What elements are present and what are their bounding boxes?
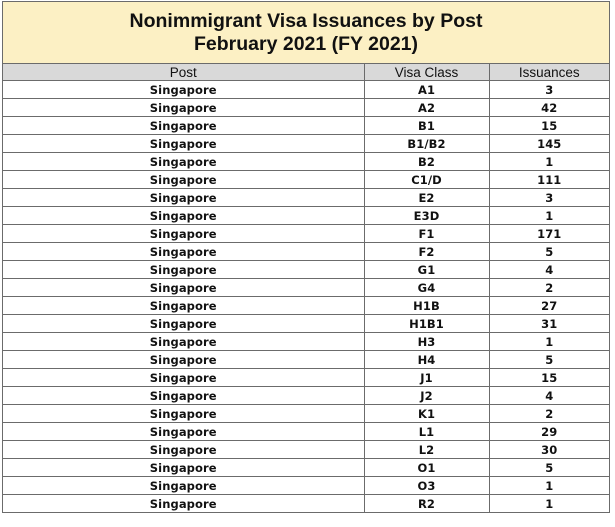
cell-visa-class: A1 xyxy=(364,81,489,99)
table-row xyxy=(3,261,609,279)
table-row xyxy=(3,297,609,315)
cell-issuances: 5 xyxy=(489,351,609,369)
cell-issuances: 27 xyxy=(489,297,609,315)
column-header-visa-class: Visa Class xyxy=(364,64,489,81)
table-body xyxy=(3,81,609,513)
cell-visa-class: B1/B2 xyxy=(364,135,489,153)
cell-post: Singapore xyxy=(3,297,364,315)
cell-issuances: 1 xyxy=(489,207,609,225)
cell-visa-class: J1 xyxy=(364,369,489,387)
table-row xyxy=(3,171,609,189)
cell-visa-class: B2 xyxy=(364,153,489,171)
cell-issuances: 3 xyxy=(489,189,609,207)
cell-post: Singapore xyxy=(3,279,364,297)
cell-post: Singapore xyxy=(3,261,364,279)
table-row xyxy=(3,225,609,243)
cell-post: Singapore xyxy=(3,333,364,351)
cell-issuances: 5 xyxy=(489,243,609,261)
cell-issuances: 5 xyxy=(489,459,609,477)
cell-post: Singapore xyxy=(3,459,364,477)
cell-visa-class: R2 xyxy=(364,495,489,513)
table-row xyxy=(3,279,609,297)
cell-visa-class: F2 xyxy=(364,243,489,261)
table-row xyxy=(3,81,609,99)
cell-issuances: 2 xyxy=(489,405,609,423)
cell-post: Singapore xyxy=(3,171,364,189)
table-row xyxy=(3,387,609,405)
table-row xyxy=(3,459,609,477)
cell-issuances: 15 xyxy=(489,117,609,135)
report-title-line-2: February 2021 (FY 2021) xyxy=(193,32,418,55)
cell-post: Singapore xyxy=(3,423,364,441)
cell-issuances: 30 xyxy=(489,441,609,459)
cell-visa-class: A2 xyxy=(364,99,489,117)
cell-post: Singapore xyxy=(3,153,364,171)
cell-issuances: 29 xyxy=(489,423,609,441)
column-header-post: Post xyxy=(3,64,364,81)
table-row xyxy=(3,135,609,153)
cell-visa-class: L2 xyxy=(364,441,489,459)
cell-issuances: 15 xyxy=(489,369,609,387)
cell-post: Singapore xyxy=(3,387,364,405)
table-row xyxy=(3,351,609,369)
cell-visa-class: C1/D xyxy=(364,171,489,189)
cell-issuances: 3 xyxy=(489,81,609,99)
table-header-row xyxy=(3,64,609,81)
cell-post: Singapore xyxy=(3,207,364,225)
report-title xyxy=(3,2,609,64)
cell-post: Singapore xyxy=(3,477,364,495)
cell-issuances: 42 xyxy=(489,99,609,117)
report-title-line-1: Nonimmigrant Visa Issuances by Post xyxy=(129,9,483,32)
table-row xyxy=(3,207,609,225)
table-row xyxy=(3,99,609,117)
cell-post: Singapore xyxy=(3,225,364,243)
table-row xyxy=(3,423,609,441)
cell-visa-class: H1B xyxy=(364,297,489,315)
cell-visa-class: O1 xyxy=(364,459,489,477)
cell-visa-class: E2 xyxy=(364,189,489,207)
table-row xyxy=(3,405,609,423)
cell-issuances: 1 xyxy=(489,333,609,351)
cell-issuances: 2 xyxy=(489,279,609,297)
cell-post: Singapore xyxy=(3,135,364,153)
cell-issuances: 145 xyxy=(489,135,609,153)
cell-post: Singapore xyxy=(3,189,364,207)
issuance-table xyxy=(3,64,609,512)
cell-post: Singapore xyxy=(3,495,364,513)
table-row xyxy=(3,441,609,459)
cell-visa-class: B1 xyxy=(364,117,489,135)
column-header-issuances: Issuances xyxy=(489,64,609,81)
table-row xyxy=(3,153,609,171)
table-row xyxy=(3,117,609,135)
cell-post: Singapore xyxy=(3,441,364,459)
cell-visa-class: H3 xyxy=(364,333,489,351)
cell-visa-class: L1 xyxy=(364,423,489,441)
cell-post: Singapore xyxy=(3,117,364,135)
table-row xyxy=(3,315,609,333)
cell-post: Singapore xyxy=(3,405,364,423)
cell-visa-class: H1B1 xyxy=(364,315,489,333)
cell-issuances: 111 xyxy=(489,171,609,189)
cell-visa-class: K1 xyxy=(364,405,489,423)
table-row xyxy=(3,189,609,207)
cell-visa-class: H4 xyxy=(364,351,489,369)
table-row xyxy=(3,369,609,387)
cell-issuances: 1 xyxy=(489,477,609,495)
table-row xyxy=(3,495,609,513)
table-row xyxy=(3,243,609,261)
table-row xyxy=(3,333,609,351)
cell-issuances: 1 xyxy=(489,495,609,513)
cell-issuances: 4 xyxy=(489,261,609,279)
cell-issuances: 171 xyxy=(489,225,609,243)
cell-issuances: 4 xyxy=(489,387,609,405)
cell-visa-class: G4 xyxy=(364,279,489,297)
cell-post: Singapore xyxy=(3,99,364,117)
cell-post: Singapore xyxy=(3,351,364,369)
cell-visa-class: J2 xyxy=(364,387,489,405)
cell-post: Singapore xyxy=(3,243,364,261)
cell-post: Singapore xyxy=(3,315,364,333)
visa-issuance-sheet xyxy=(2,1,610,513)
cell-visa-class: E3D xyxy=(364,207,489,225)
table-row xyxy=(3,477,609,495)
cell-issuances: 1 xyxy=(489,153,609,171)
cell-issuances: 31 xyxy=(489,315,609,333)
cell-post: Singapore xyxy=(3,369,364,387)
cell-visa-class: F1 xyxy=(364,225,489,243)
cell-visa-class: G1 xyxy=(364,261,489,279)
cell-post: Singapore xyxy=(3,81,364,99)
cell-visa-class: O3 xyxy=(364,477,489,495)
